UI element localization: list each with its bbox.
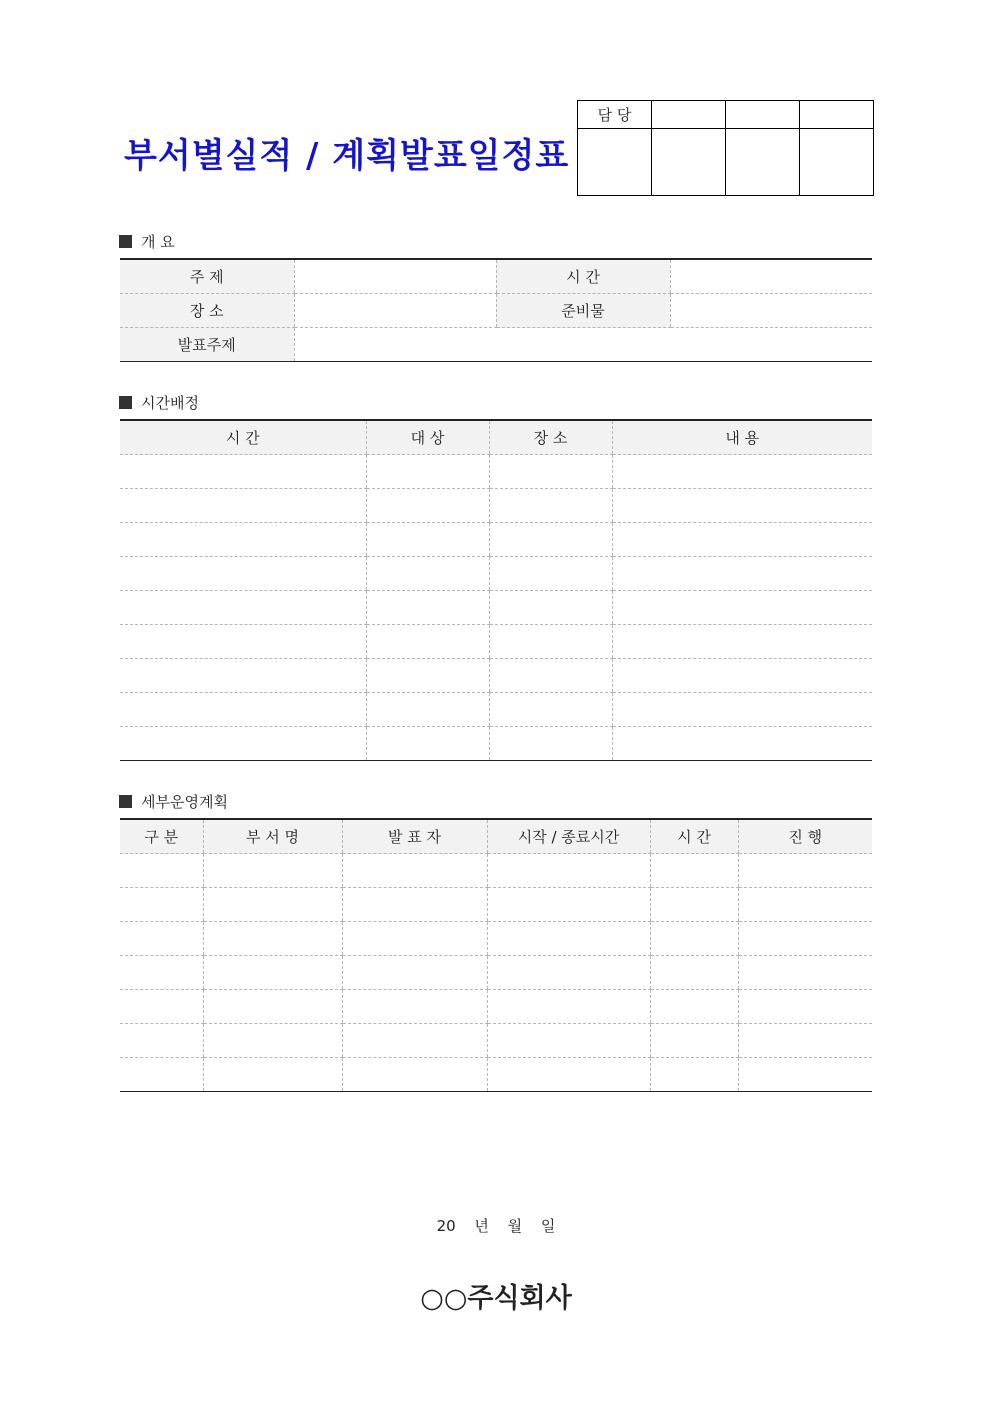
table-cell[interactable]: [738, 956, 872, 990]
table-cell[interactable]: [342, 990, 487, 1024]
table-cell[interactable]: [342, 1058, 487, 1092]
document-title: 부서별실적 / 계획발표일정표: [124, 136, 570, 176]
table-cell[interactable]: [650, 956, 738, 990]
table-row: [120, 1024, 872, 1058]
table-row: [120, 591, 872, 625]
approval-signature-cell[interactable]: [800, 129, 874, 196]
table-cell[interactable]: [366, 557, 489, 591]
table-cell[interactable]: [203, 1058, 342, 1092]
table-cell[interactable]: [489, 489, 612, 523]
square-bullet-icon: [119, 396, 132, 409]
column-header: 구 분: [120, 819, 203, 854]
table-cell[interactable]: [342, 1024, 487, 1058]
company-name: ○○주식회사: [420, 1283, 572, 1314]
table-cell[interactable]: [650, 990, 738, 1024]
detail-plan-heading: 세부운영계획: [119, 791, 228, 812]
column-header: 시작 / 종료시간: [487, 819, 650, 854]
table-cell[interactable]: [366, 489, 489, 523]
table-cell[interactable]: [612, 727, 872, 761]
table-cell[interactable]: [366, 455, 489, 489]
table-row: [120, 489, 872, 523]
table-row: [120, 854, 872, 888]
table-cell[interactable]: [120, 854, 203, 888]
table-cell[interactable]: [366, 591, 489, 625]
table-cell[interactable]: [203, 990, 342, 1024]
detail-plan-table: [120, 818, 872, 1092]
table-cell[interactable]: [366, 727, 489, 761]
table-cell[interactable]: [612, 591, 872, 625]
table-cell[interactable]: [120, 990, 203, 1024]
table-cell[interactable]: [650, 888, 738, 922]
approval-signature-cell[interactable]: [578, 129, 652, 196]
table-cell[interactable]: [120, 625, 366, 659]
table-cell[interactable]: [120, 727, 366, 761]
table-row: [120, 956, 872, 990]
column-header: 부 서 명: [203, 819, 342, 854]
approval-header-cell: [726, 101, 800, 129]
table-cell[interactable]: [612, 659, 872, 693]
table-cell[interactable]: [487, 990, 650, 1024]
table-cell[interactable]: [489, 693, 612, 727]
column-header: 진 행: [738, 819, 872, 854]
table-cell[interactable]: [487, 888, 650, 922]
table-cell[interactable]: [120, 455, 366, 489]
supplies-label: 준비물: [496, 294, 670, 328]
table-cell[interactable]: [738, 1024, 872, 1058]
time-allocation-table: [120, 419, 872, 761]
table-cell[interactable]: [366, 523, 489, 557]
table-cell[interactable]: [342, 922, 487, 956]
table-cell[interactable]: [366, 659, 489, 693]
table-cell[interactable]: [650, 1058, 738, 1092]
table-row: [120, 659, 872, 693]
table-cell[interactable]: [120, 591, 366, 625]
table-cell[interactable]: [489, 523, 612, 557]
table-cell[interactable]: [203, 1024, 342, 1058]
table-cell[interactable]: [612, 489, 872, 523]
table-row: [120, 455, 872, 489]
table-cell[interactable]: [650, 854, 738, 888]
table-cell[interactable]: [487, 922, 650, 956]
overview-table: [120, 258, 872, 362]
table-cell[interactable]: [342, 854, 487, 888]
table-row: [120, 727, 872, 761]
column-header: 발 표 자: [342, 819, 487, 854]
table-cell[interactable]: [612, 455, 872, 489]
table-cell[interactable]: [489, 455, 612, 489]
presentation-topic-label: 발표주제: [120, 328, 294, 362]
approval-signature-cell[interactable]: [726, 129, 800, 196]
column-header: 시 간: [650, 819, 738, 854]
table-cell[interactable]: [738, 1058, 872, 1092]
table-cell[interactable]: [489, 659, 612, 693]
table-cell[interactable]: [120, 1058, 203, 1092]
table-cell[interactable]: [366, 625, 489, 659]
table-row: [120, 1058, 872, 1092]
presentation-topic-field[interactable]: [294, 328, 872, 362]
table-cell[interactable]: [489, 591, 612, 625]
table-cell[interactable]: [120, 1024, 203, 1058]
table-cell[interactable]: [120, 693, 366, 727]
table-cell[interactable]: [650, 922, 738, 956]
table-cell[interactable]: [120, 888, 203, 922]
time-allocation-heading: 시간배정: [119, 392, 199, 413]
column-header: 내 용: [612, 420, 872, 455]
table-cell[interactable]: [612, 625, 872, 659]
topic-field[interactable]: [294, 259, 496, 294]
table-cell[interactable]: [489, 727, 612, 761]
table-cell[interactable]: [120, 956, 203, 990]
table-cell[interactable]: [738, 990, 872, 1024]
table-cell[interactable]: [487, 854, 650, 888]
table-cell[interactable]: [489, 625, 612, 659]
table-cell[interactable]: [612, 557, 872, 591]
table-cell[interactable]: [612, 523, 872, 557]
approval-header-cell: [800, 101, 874, 129]
table-cell[interactable]: [342, 888, 487, 922]
approval-signature-cell[interactable]: [652, 129, 726, 196]
table-cell[interactable]: [120, 659, 366, 693]
table-cell[interactable]: [612, 693, 872, 727]
place-label: 장 소: [120, 294, 294, 328]
overview-heading: 개 요: [119, 231, 175, 252]
table-cell[interactable]: [487, 956, 650, 990]
table-cell[interactable]: [120, 489, 366, 523]
column-header: 시 간: [120, 420, 366, 455]
column-header: 대 상: [366, 420, 489, 455]
topic-label: 주 제: [120, 259, 294, 294]
table-row: [120, 557, 872, 591]
table-cell[interactable]: [738, 854, 872, 888]
table-row: [120, 922, 872, 956]
table-row: [120, 693, 872, 727]
table-cell[interactable]: [203, 956, 342, 990]
table-cell[interactable]: [366, 693, 489, 727]
table-cell[interactable]: [487, 1058, 650, 1092]
table-cell[interactable]: [203, 922, 342, 956]
table-row: [120, 888, 872, 922]
table-cell[interactable]: [487, 1024, 650, 1058]
approval-box: [577, 100, 874, 196]
square-bullet-icon: [119, 235, 132, 248]
place-field[interactable]: [294, 294, 496, 328]
square-bullet-icon: [119, 795, 132, 808]
column-header: 장 소: [489, 420, 612, 455]
table-cell[interactable]: [738, 922, 872, 956]
time-field[interactable]: [670, 259, 872, 294]
table-cell[interactable]: [650, 1024, 738, 1058]
date-line: 20 년 월 일: [436, 1217, 556, 1235]
table-cell[interactable]: [203, 888, 342, 922]
table-cell[interactable]: [203, 854, 342, 888]
table-row: [120, 625, 872, 659]
time-label: 시 간: [496, 259, 670, 294]
table-row: [120, 990, 872, 1024]
table-row: [120, 523, 872, 557]
supplies-field[interactable]: [670, 294, 872, 328]
table-cell[interactable]: [342, 956, 487, 990]
table-cell[interactable]: [120, 557, 366, 591]
approval-header-cell: 담 당: [578, 101, 652, 129]
approval-header-cell: [652, 101, 726, 129]
table-cell[interactable]: [120, 922, 203, 956]
table-cell[interactable]: [738, 888, 872, 922]
table-cell[interactable]: [489, 557, 612, 591]
table-cell[interactable]: [120, 523, 366, 557]
